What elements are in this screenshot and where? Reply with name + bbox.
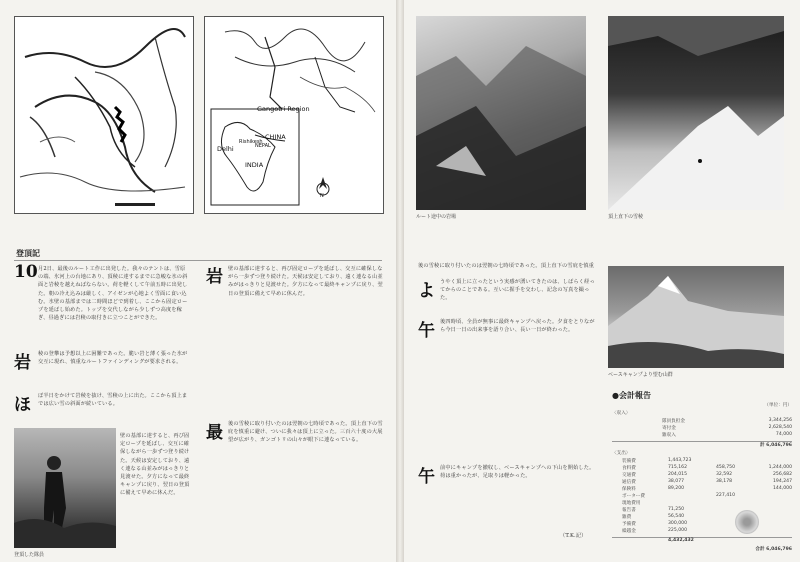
author-signature: （T.K.記） — [560, 533, 587, 539]
expense-value: 38,077 — [668, 479, 685, 484]
expense-value: 225,000 — [668, 528, 687, 533]
expense-value-3: 144,000 — [773, 486, 792, 491]
accounts-unit: （単位：円） — [764, 403, 792, 408]
grand-total: 合計 6,046,796 — [755, 547, 792, 552]
expense-label: 報告書 — [622, 508, 636, 513]
accounts-title: ●会計報告 — [612, 391, 651, 400]
paragraph-5-end: 後の雪稜に取り付いたのは翌朝の七時頃であった。頂上直下の雪庇を慎重 — [418, 263, 595, 269]
paragraph-3-continued: 壁の基部に達すると、再び固定ロープを延ばし、交互に確保しながら一歩ずつ登り続けた。天候は安定しており、遠く連なる山並みがはっきりと見渡せた。夕方になって最終キャンプに戻り、翌日の登頂に備えて早めに休んだ。 — [120, 433, 190, 497]
expense-label: 交通費 — [622, 473, 636, 478]
region-location-map — [204, 16, 384, 214]
caption-right-photo-2: 頂上直下の雪稜 — [608, 214, 644, 220]
expense-label: 雑費 — [622, 515, 632, 520]
expense-value: 56,540 — [668, 514, 685, 519]
seal-stamp — [735, 510, 759, 534]
drop-cap-8: 午 — [418, 467, 435, 487]
income-heading: 〈収入〉 — [612, 411, 631, 416]
expense-label: 通信費 — [622, 480, 636, 485]
base-camp-peak-shapes — [608, 266, 784, 368]
rocky-ridge-shapes — [416, 16, 586, 210]
summit-climber-photo — [14, 428, 116, 548]
drop-cap-3: ほ — [14, 395, 31, 415]
accounts-unit-row — [612, 402, 792, 410]
expense-value: 1,443,723 — [668, 458, 692, 463]
income-row — [612, 432, 792, 440]
paragraph-7: 後四時頃、全員が無事に最終キャンプへ戻った。夕食をとりながら今日一日の出来事を語り合い、長い一日が終わった。 — [440, 319, 595, 334]
china-label: CHINA — [265, 133, 286, 141]
expense-value-2: 458,750 — [716, 465, 735, 470]
expense-value: 89,200 — [668, 486, 685, 491]
section-title: 登頂記 — [16, 249, 40, 258]
expense-label: 繰越金 — [622, 529, 636, 534]
income-label: 寄付金 — [662, 426, 676, 431]
drop-cap-6: よ — [418, 281, 435, 301]
section-rule — [14, 260, 382, 261]
north-arrow-label: N — [320, 193, 324, 199]
book-gutter — [396, 0, 404, 562]
paragraph-3: ぼ半日をかけて岩稜を抜け、雪稜の上に出た。ここから頂上までは広い雪の斜面が続いている。 — [38, 393, 188, 408]
glacier-route-map-drawing — [15, 17, 193, 213]
drop-cap-5: 最 — [206, 423, 223, 443]
expense-row — [612, 528, 792, 536]
nepal-label: NEPAL — [255, 143, 271, 149]
paragraph-2: 稜の登攀は予想以上に困難であった。脆い岩と薄く張った氷が交互に現れ、慎重なルートファインディングが要求される。 — [38, 351, 188, 366]
expense-value-3: 194,247 — [773, 479, 792, 484]
paragraph-5: 後の雪稜に取り付いたのは翌朝の七時頃であった。頂上直下の雪庇を慎重に避け、ついに我々は頂上に立った。三百六十度の大展望が広がり、ガンゴトリの山々が眼下に連なっている。 — [228, 421, 383, 444]
summit-climber-silhouette — [14, 428, 116, 548]
expense-value-2: 32,592 — [716, 472, 733, 477]
drop-cap-1: 10 — [14, 262, 38, 282]
paragraph-1: 月2日、最後のルート工作に出発した。我々のテントは、雪原の端、氷河上の台地にあり、頂稜に達するまでに急峻な氷の斜面と岩稜を越えねばならない。荷を軽くして午前五時に出発した。朝の冷え込みは厳しく、アイゼンが心地よく雪面に食い込む。氷壁の基部までは二時間ほどで到着し、ここから固定ロープを延ばし始めた。トップを交代しながら少しずつ高度を稼ぎ、昼過ぎには岩稜の取付きに立つことができた。 — [38, 266, 188, 322]
rocky-ridge-photo — [416, 16, 586, 210]
drop-cap-2: 岩 — [14, 353, 31, 373]
expense-value: 204,015 — [668, 472, 687, 477]
caption-right-photo-1: ルート途中の岩場 — [416, 214, 457, 220]
income-total-row — [612, 441, 792, 450]
income-label: 雑収入 — [662, 433, 676, 438]
income-total: 計 6,046,796 — [759, 443, 792, 448]
paragraph-6: うやく頂上に立ったという実感が湧いてきたのは、しばらく経ってからのことである。互いに握手を交わし、記念の写真を撮った。 — [440, 279, 595, 302]
snow-ridge-photo — [608, 16, 784, 210]
expense-value-3: 256,682 — [773, 472, 792, 477]
delhi-label: Delhi — [217, 145, 234, 153]
expense-label: 予備費 — [622, 522, 636, 527]
income-heading-row — [612, 410, 792, 418]
expense-heading: 〈支出〉 — [612, 451, 631, 456]
india-label: INDIA — [245, 161, 264, 169]
expense-total: 4,432,432 — [668, 538, 694, 543]
expense-label: 装備費 — [622, 459, 636, 464]
snow-ridge-shapes — [608, 16, 784, 210]
income-value: 74,000 — [775, 432, 792, 437]
caption-right-photo-3: ベースキャンプより望む山群 — [608, 372, 673, 378]
expense-value-3: 1,244,000 — [768, 465, 792, 470]
income-value: 2,628,540 — [768, 425, 792, 430]
income-label: 隊員負担金 — [662, 419, 685, 424]
expense-value-2: 227,410 — [716, 493, 735, 498]
drop-cap-4: 岩 — [206, 267, 223, 287]
expense-label: ポーター費 — [622, 494, 645, 499]
income-value: 3,344,256 — [768, 418, 792, 423]
caption-left-photo: 登頂した隊員 — [14, 552, 45, 558]
expense-label: 保険料 — [622, 487, 636, 492]
paragraph-4: 壁の基部に達すると、再び固定ロープを延ばし、交互に確保しながら一歩ずつ登り続けた。天候は安定しており、遠く連なる山並みがはっきりと見渡せた。夕方になって最終キャンプに戻り、翌日の登頂に備えて早めに休んだ。 — [228, 266, 383, 297]
accounts-report — [612, 390, 792, 555]
expense-value: 71,250 — [668, 507, 685, 512]
region-label: Gangotri Region — [257, 105, 310, 113]
expense-value-2: 38,178 — [716, 479, 733, 484]
rishikesh-label: Rishikesh — [239, 139, 263, 145]
grand-total-row — [612, 546, 792, 554]
base-camp-peak-photo — [608, 266, 784, 368]
expense-value: 300,000 — [668, 521, 687, 526]
paragraph-8: 前中にキャンプを撤収し、ベースキャンプへの下山を開始した。荷は重かったが、足取りは軽かった。 — [440, 465, 595, 480]
expense-heading-row — [612, 450, 792, 458]
region-location-map-drawing — [205, 17, 383, 213]
expense-label: 食料費 — [622, 466, 636, 471]
drop-cap-7: 午 — [418, 321, 435, 341]
expense-total-row — [612, 537, 792, 546]
expense-label: 現地費用 — [622, 501, 641, 506]
expense-value: 715,162 — [668, 465, 687, 470]
glacier-route-map — [14, 16, 194, 214]
